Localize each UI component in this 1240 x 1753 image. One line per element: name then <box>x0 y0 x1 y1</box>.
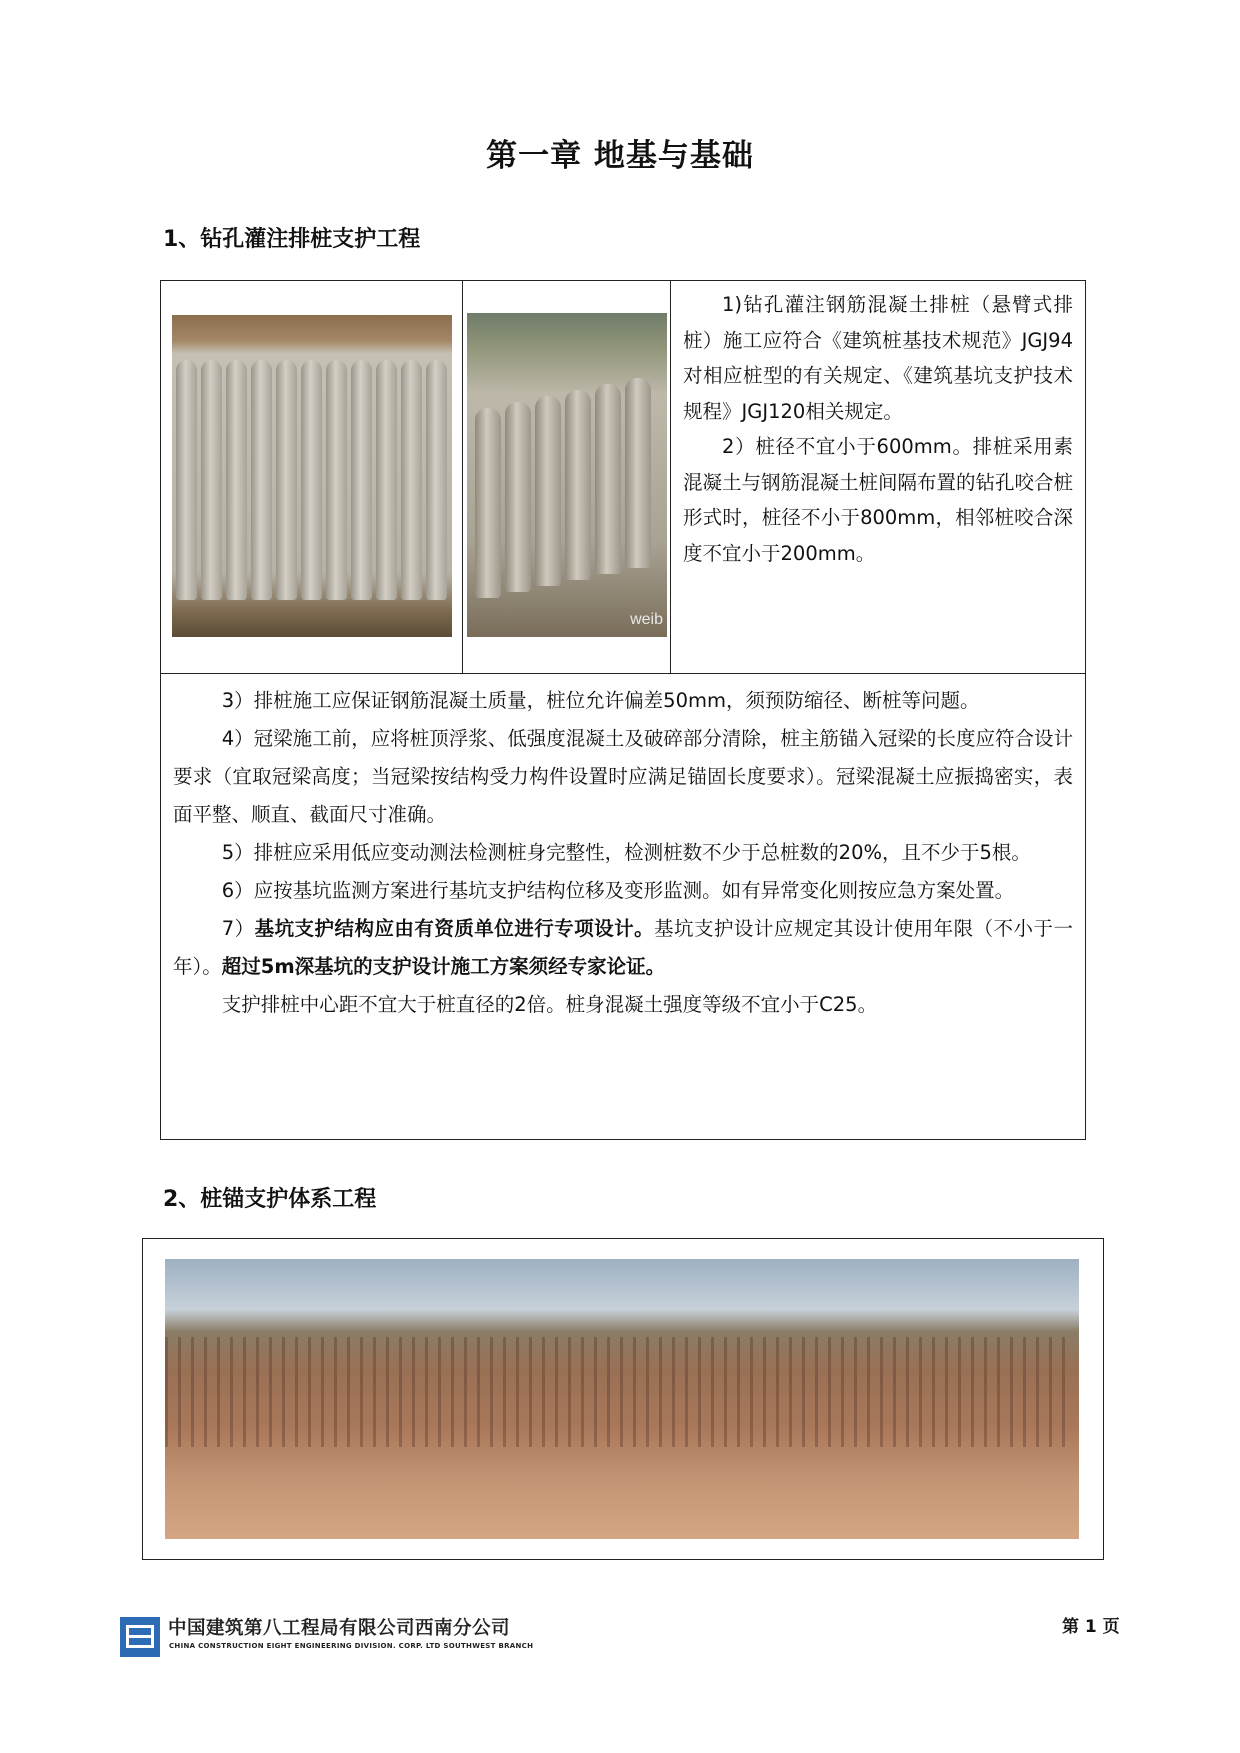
pit-pile <box>685 1337 688 1447</box>
pit-pile <box>1049 1337 1052 1447</box>
company-name-cn: 中国建筑第八工程局有限公司西南分公司 <box>168 1618 511 1639</box>
clause-2: 2）桩径不宜小于600mm。排桩采用素混凝土与钢筋混凝土桩间隔布置的钻孔咬合桩形式时，桩径不小于800mm，相邻桩咬合深度不宜小于200mm。 <box>683 435 1074 565</box>
pit-pile <box>360 1337 363 1447</box>
pit-pile <box>854 1337 857 1447</box>
section-heading-2: 2、桩锚支护体系工程 <box>163 1187 377 1212</box>
company-logo-icon <box>120 1617 160 1657</box>
pile-column <box>176 360 197 600</box>
pit-pile <box>529 1337 532 1447</box>
pit-pile <box>555 1337 558 1447</box>
pit-pile <box>503 1337 506 1447</box>
pit-pile <box>568 1337 571 1447</box>
pit-pile <box>906 1337 909 1447</box>
pit-pile <box>490 1337 493 1447</box>
text-cell-top <box>671 281 1085 673</box>
table-row-photos <box>161 281 1085 674</box>
pit-pile <box>802 1337 805 1447</box>
pit-pile <box>256 1337 259 1447</box>
clause-7-text: 基坑支护设计应规定其设计使用年限（不小于一年）。 <box>173 917 1073 978</box>
pile-column <box>426 360 447 600</box>
chapter-title: 第一章 地基与基础 <box>486 138 754 174</box>
pit-pile <box>308 1337 311 1447</box>
pit-pile <box>165 1337 168 1447</box>
pile-column <box>276 360 297 600</box>
section1-table <box>160 280 1086 1140</box>
pit-pile <box>893 1337 896 1447</box>
pit-pile <box>1023 1337 1026 1447</box>
pit-pile <box>711 1337 714 1447</box>
pit-pile <box>828 1337 831 1447</box>
pit-pile <box>789 1337 792 1447</box>
pit-pile <box>1062 1337 1065 1447</box>
clause-6: 6）应按基坑监测方案进行基坑支护结构位移及变形监测。如有异常变化则按应急方案处置。 <box>221 879 1015 902</box>
pit-pile <box>516 1337 519 1447</box>
pile-column <box>595 384 621 574</box>
pit-pile <box>464 1337 467 1447</box>
pit-pile <box>984 1337 987 1447</box>
pit-pile <box>477 1337 480 1447</box>
pit-pile <box>867 1337 870 1447</box>
pile-column <box>351 360 372 600</box>
pile-column <box>301 360 322 600</box>
pit-pile <box>204 1337 207 1447</box>
section-heading-1: 1、钻孔灌注排桩支护工程 <box>163 227 421 252</box>
pit-pile <box>282 1337 285 1447</box>
pit-pile <box>1010 1337 1013 1447</box>
pile-column <box>376 360 397 600</box>
pit-pile <box>997 1337 1000 1447</box>
pit-pile <box>659 1337 662 1447</box>
pit-pile <box>581 1337 584 1447</box>
pit-pile <box>269 1337 272 1447</box>
pit-pile <box>295 1337 298 1447</box>
pile-column <box>535 396 561 586</box>
secant-pile-wall-photo <box>467 313 667 637</box>
pit-pile <box>425 1337 428 1447</box>
pit-pile <box>334 1337 337 1447</box>
pit-pile <box>750 1337 753 1447</box>
pit-pile <box>386 1337 389 1447</box>
pit-pile <box>698 1337 701 1447</box>
pit-pile <box>607 1337 610 1447</box>
pit-pile <box>971 1337 974 1447</box>
bored-pile-wall-photo <box>172 315 452 637</box>
clause-5: 5）排桩应采用低应变动测法检测桩身完整性，检测桩数不少于总桩数的20%，且不少于5根。 <box>221 841 1031 864</box>
clause-7-bold-1: 基坑支护结构应由有资质单位进行专项设计。 <box>254 917 655 940</box>
pile-column <box>401 360 422 600</box>
pit-pile <box>451 1337 454 1447</box>
clause-1: 1)钻孔灌注钢筋混凝土排桩（悬臂式排桩）施工应符合《建筑桩基技术规范》JGJ94对相应桩型的有关规定、《建筑基坑支护技术规程》JGJ120相关规定。 <box>683 293 1073 423</box>
pit-pile <box>243 1337 246 1447</box>
pit-pile <box>594 1337 597 1447</box>
pit-pile <box>776 1337 779 1447</box>
pile-column <box>505 402 531 592</box>
pit-pile <box>737 1337 740 1447</box>
clause-4: 4）冠梁施工前，应将桩顶浮浆、低强度混凝土及破碎部分清除，桩主筋锚入冠梁的长度应符合设计要求（宜取冠梁高度；当冠梁按结构受力构件设置时应满足锚固长度要求）。冠梁混凝土应振捣密实，表面平整、顺直、截面尺寸准确。 <box>173 727 1073 826</box>
clause-8: 支护排桩中心距不宜大于桩直径的2倍。桩身混凝土强度等级不宜小于C25。 <box>221 993 878 1016</box>
pile-column <box>201 360 222 600</box>
clause-3: 3）排桩施工应保证钢筋混凝土质量，桩位允许偏差50mm，须预防缩径、断桩等问题。 <box>221 689 980 712</box>
pit-pile <box>945 1337 948 1447</box>
pit-pile <box>217 1337 220 1447</box>
photo-cell-2 <box>463 281 671 673</box>
pit-pile <box>672 1337 675 1447</box>
pit-pile <box>178 1337 181 1447</box>
pit-pile <box>373 1337 376 1447</box>
clause-7 <box>173 910 1073 986</box>
pit-pile <box>321 1337 324 1447</box>
pit-pile <box>230 1337 233 1447</box>
pit-pile <box>919 1337 922 1447</box>
pit-pile <box>880 1337 883 1447</box>
pile-column <box>251 360 272 600</box>
pile-column <box>326 360 347 600</box>
anchored-pile-pit-photo <box>165 1259 1079 1539</box>
pit-pile <box>542 1337 545 1447</box>
pit-pile <box>646 1337 649 1447</box>
section2-photo-frame <box>142 1238 1104 1560</box>
pit-pile <box>438 1337 441 1447</box>
pit-pile <box>191 1337 194 1447</box>
pit-pile <box>399 1337 402 1447</box>
pile-column <box>226 360 247 600</box>
pile-column <box>565 390 591 580</box>
pit-pile <box>1036 1337 1039 1447</box>
company-name-en: CHINA CONSTRUCTION EIGHT ENGINEERING DIVISION. CORP. LTD SOUTHWEST BRANCH <box>169 1642 534 1650</box>
pit-pile <box>763 1337 766 1447</box>
photo-watermark: weib <box>630 611 663 628</box>
pit-pile <box>958 1337 961 1447</box>
pile-column <box>475 408 501 598</box>
clause-7-bold-2: 超过5m深基坑的支护设计施工方案须经专家论证。 <box>221 955 666 978</box>
pit-pile <box>412 1337 415 1447</box>
pit-pile <box>724 1337 727 1447</box>
pit-pile <box>620 1337 623 1447</box>
clause-7-number: 7） <box>221 917 255 940</box>
page-number: 第 1 页 <box>1062 1617 1120 1637</box>
pile-column <box>625 378 651 568</box>
pit-pile <box>815 1337 818 1447</box>
photo-cell-1 <box>161 281 463 673</box>
pit-pile <box>633 1337 636 1447</box>
pit-pile <box>932 1337 935 1447</box>
text-cell-bottom <box>161 674 1085 1024</box>
pit-pile <box>347 1337 350 1447</box>
pit-pile <box>841 1337 844 1447</box>
